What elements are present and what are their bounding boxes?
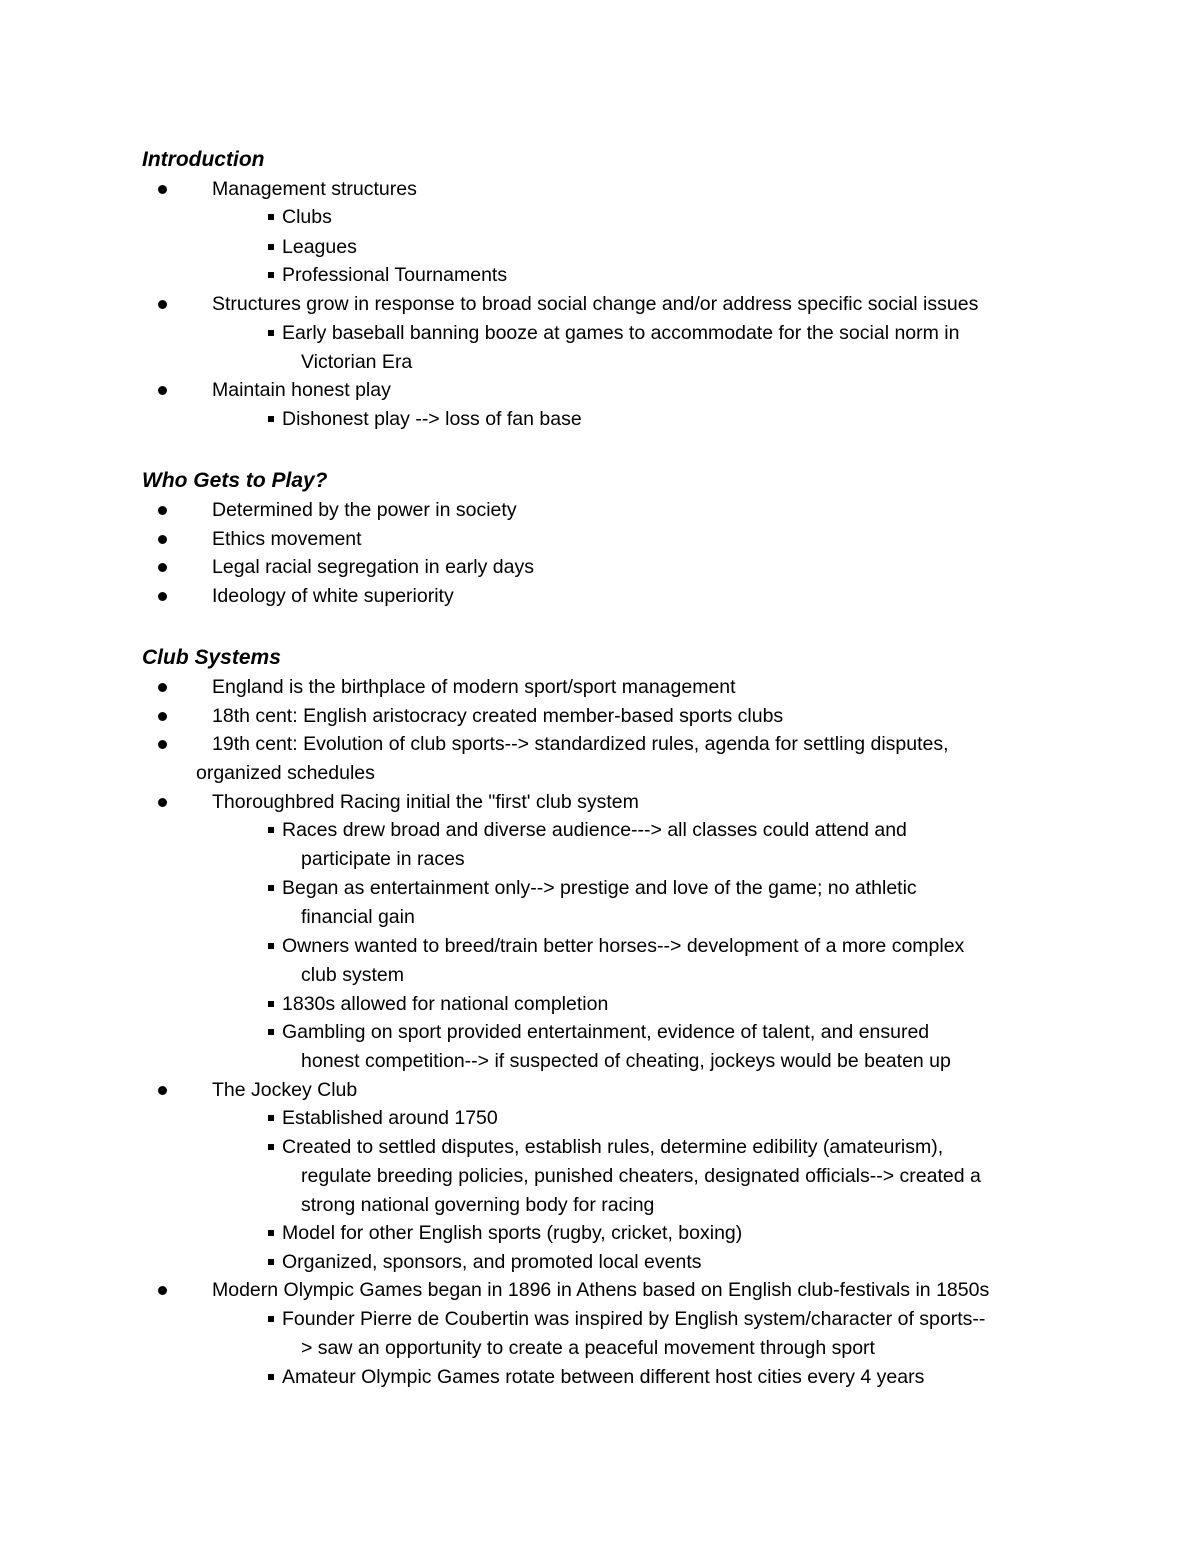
list-item-text: Ideology of white superiority: [212, 585, 454, 607]
square-bullet-icon: [268, 1259, 274, 1265]
sub-list-item-text: Organized, sponsors, and promoted local events: [282, 1251, 702, 1273]
line-continuation: organized schedules: [196, 762, 375, 784]
list-item-text: England is the birthplace of modern sport/sport management: [212, 676, 736, 698]
line: Created to settled disputes, establish rules, determine edibility (amateurism),: [282, 1136, 944, 1158]
square-bullet-icon: [268, 1029, 274, 1035]
line-continuation: club system: [301, 964, 404, 986]
sub-list-item-text: [282, 1018, 1072, 1076]
sub-list-item-text: Dishonest play --> loss of fan base: [282, 408, 582, 430]
square-bullet-icon: [268, 244, 274, 250]
list-item: [212, 582, 1092, 611]
sub-list-item-text: Leagues: [282, 236, 357, 258]
sub-list-item: [282, 874, 1072, 932]
section-heading-club-systems: Club Systems: [142, 646, 281, 669]
line: Owners wanted to breed/train better horses--> development of a more complex: [282, 935, 965, 957]
sub-list-item: [282, 1133, 1072, 1220]
line: 19th cent: Evolution of club sports--> standardized rules, agenda for settling disputes,: [212, 733, 949, 755]
line: Founder Pierre de Coubertin was inspired by English system/character of sports--: [282, 1308, 986, 1330]
sub-list-item-text: Model for other English sports (rugby, cricket, boxing): [282, 1222, 743, 1244]
square-bullet-icon: [268, 1001, 274, 1007]
list-item-text: Structures grow in response to broad social change and/or address specific social issues: [212, 293, 979, 315]
bullet-icon: [158, 185, 167, 194]
sub-list-item: [282, 1219, 1072, 1248]
bullet-icon: [158, 592, 167, 601]
line: Races drew broad and diverse audience---> all classes could attend and: [282, 819, 907, 841]
list-item: [196, 730, 1076, 788]
bullet-icon: [158, 300, 167, 309]
list-item: [212, 376, 1092, 405]
list-item-text: Maintain honest play: [212, 379, 391, 401]
list-item: [212, 290, 1092, 319]
sub-list-item: [282, 990, 1072, 1019]
line: Gambling on sport provided entertainment, evidence of talent, and ensured: [282, 1021, 930, 1043]
bullet-icon: [158, 798, 167, 807]
square-bullet-icon: [268, 827, 274, 833]
square-bullet-icon: [268, 1316, 274, 1322]
square-bullet-icon: [268, 1374, 274, 1380]
list-item-text: Ethics movement: [212, 528, 362, 550]
sub-list-item: [282, 233, 1072, 262]
bullet-icon: [158, 683, 167, 692]
square-bullet-icon: [268, 214, 274, 220]
sub-list-item-text: 1830s allowed for national completion: [282, 993, 609, 1015]
list-item: [212, 553, 1092, 582]
list-item: [212, 175, 1092, 204]
bullet-icon: [158, 712, 167, 721]
sub-list-item: [282, 1104, 1072, 1133]
sub-list-item-text: Professional Tournaments: [282, 264, 508, 286]
list-item: [212, 525, 1092, 554]
sub-list-item: [282, 405, 1072, 434]
line-continuation: honest competition--> if suspected of cheating, jockeys would be beaten up: [301, 1050, 951, 1072]
list-item-text: Management structures: [212, 178, 417, 200]
square-bullet-icon: [268, 1144, 274, 1150]
square-bullet-icon: [268, 943, 274, 949]
list-item: [212, 1276, 1092, 1305]
sub-list-item-text: [282, 1305, 1072, 1363]
line: Early baseball banning booze at games to accommodate for the social norm in: [282, 322, 960, 344]
list-item-text: The Jockey Club: [212, 1079, 358, 1101]
sub-list-item-text: [282, 874, 1072, 932]
list-item: [212, 1076, 1092, 1105]
bullet-icon: [158, 1286, 167, 1295]
sub-list-item: [282, 203, 1072, 232]
square-bullet-icon: [268, 1230, 274, 1236]
list-item: [212, 673, 1092, 702]
sub-list-item: [282, 1363, 1072, 1392]
line-continuation: regulate breeding policies, punished cheaters, designated officials--> created a: [301, 1165, 981, 1187]
list-item-text: [196, 730, 1076, 759]
square-bullet-icon: [268, 330, 274, 336]
list-item-text: Thoroughbred Racing initial the "first' club system: [212, 791, 639, 813]
line-continuation: financial gain: [301, 906, 415, 928]
sub-list-item-text: [282, 932, 1072, 990]
list-item-text: 18th cent: English aristocracy created member-based sports clubs: [212, 705, 784, 727]
sub-list-item: [282, 319, 1072, 377]
sub-list-item-text: [282, 1133, 1072, 1220]
bullet-icon: [158, 535, 167, 544]
sub-list-item-text: [282, 816, 1072, 874]
list-item-text: Modern Olympic Games began in 1896 in Athens based on English club-festivals in 1850s: [212, 1279, 990, 1301]
line-continuation: participate in races: [301, 848, 465, 870]
section-heading-who-gets-to-play: Who Gets to Play?: [142, 469, 328, 492]
list-item: [212, 788, 1092, 817]
sub-list-item: [282, 816, 1072, 874]
sub-list-item-text: Clubs: [282, 206, 332, 228]
line-continuation: > saw an opportunity to create a peaceful movement through sport: [301, 1337, 875, 1359]
list-item: [212, 702, 1092, 731]
list-item-text: Determined by the power in society: [212, 499, 517, 521]
square-bullet-icon: [268, 1115, 274, 1121]
sub-list-item-text: Established around 1750: [282, 1107, 498, 1129]
square-bullet-icon: [268, 885, 274, 891]
bullet-icon: [158, 386, 167, 395]
sub-list-item: [282, 932, 1072, 990]
list-item-text: Legal racial segregation in early days: [212, 556, 534, 578]
bullet-icon: [158, 740, 167, 749]
sub-list-item-text: Amateur Olympic Games rotate between different host cities every 4 years: [282, 1366, 925, 1388]
line: Began as entertainment only--> prestige and love of the game; no athletic: [282, 877, 917, 899]
square-bullet-icon: [268, 272, 274, 278]
bullet-icon: [158, 506, 167, 515]
section-heading-introduction: Introduction: [142, 148, 265, 171]
list-item: [212, 496, 1092, 525]
sub-list-item-text: [282, 319, 1072, 377]
sub-list-item: [282, 261, 1072, 290]
bullet-icon: [158, 563, 167, 572]
sub-list-item: [282, 1305, 1072, 1363]
square-bullet-icon: [268, 416, 274, 422]
sub-list-item: [282, 1248, 1072, 1277]
sub-list-item: [282, 1018, 1072, 1076]
line-continuation: Victorian Era: [301, 351, 413, 373]
bullet-icon: [158, 1086, 167, 1095]
line-continuation: strong national governing body for racing: [301, 1194, 655, 1216]
